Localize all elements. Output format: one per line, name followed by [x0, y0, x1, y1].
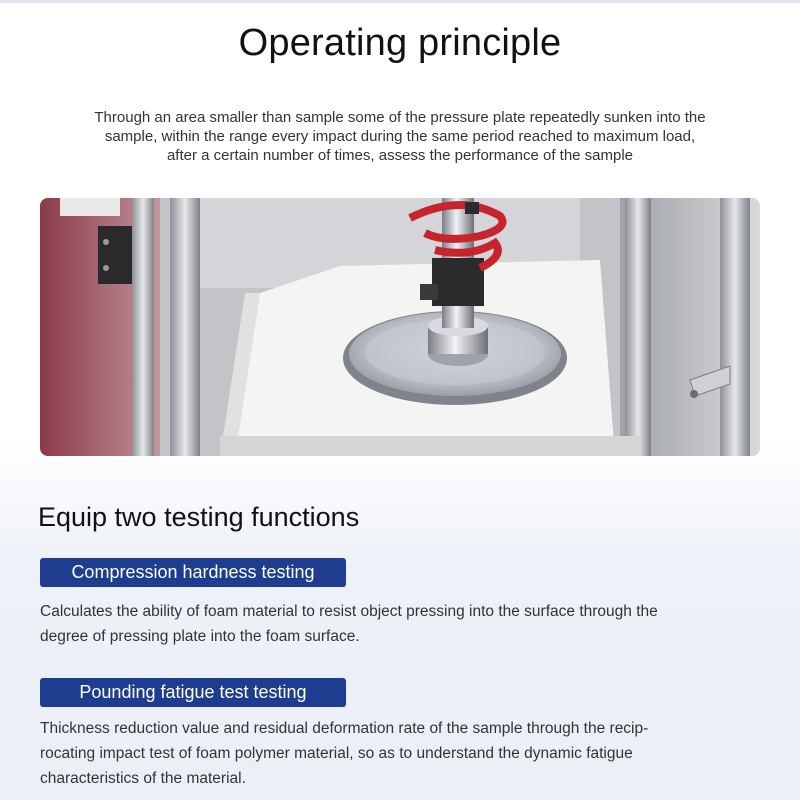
tester-photo: [40, 198, 760, 456]
section-title: Equip two testing functions: [38, 502, 360, 532]
page-title: Operating principle: [238, 22, 562, 64]
intro-line: sample, within the range every impact during the same period reached to maximum load,: [104, 128, 696, 145]
description-line: Thickness reduction value and residual deformation rate of the sample through the recip-: [40, 720, 649, 737]
intro-paragraph: [50, 108, 750, 165]
top-divider: [0, 0, 800, 3]
function-label-fatigue: Pounding fatigue test testing: [40, 678, 346, 707]
function-label-compression: Compression hardness testing: [40, 558, 346, 587]
intro-line: after a certain number of times, assess the performance of the sample: [166, 147, 634, 164]
description-line: rocating impact test of foam polymer material, so as to understand the dynamic fatigue: [40, 745, 633, 762]
description-line: characteristics of the material.: [40, 770, 246, 787]
intro-line: Through an area smaller than sample some of the pressure plate repeatedly sunken into the: [94, 109, 706, 126]
description-line: Calculates the ability of foam material to resist object pressing into the surface through the: [40, 603, 658, 620]
function-description-compression: [40, 599, 740, 649]
description-line: degree of pressing plate into the foam surface.: [40, 628, 360, 645]
function-description-fatigue: [40, 716, 740, 791]
